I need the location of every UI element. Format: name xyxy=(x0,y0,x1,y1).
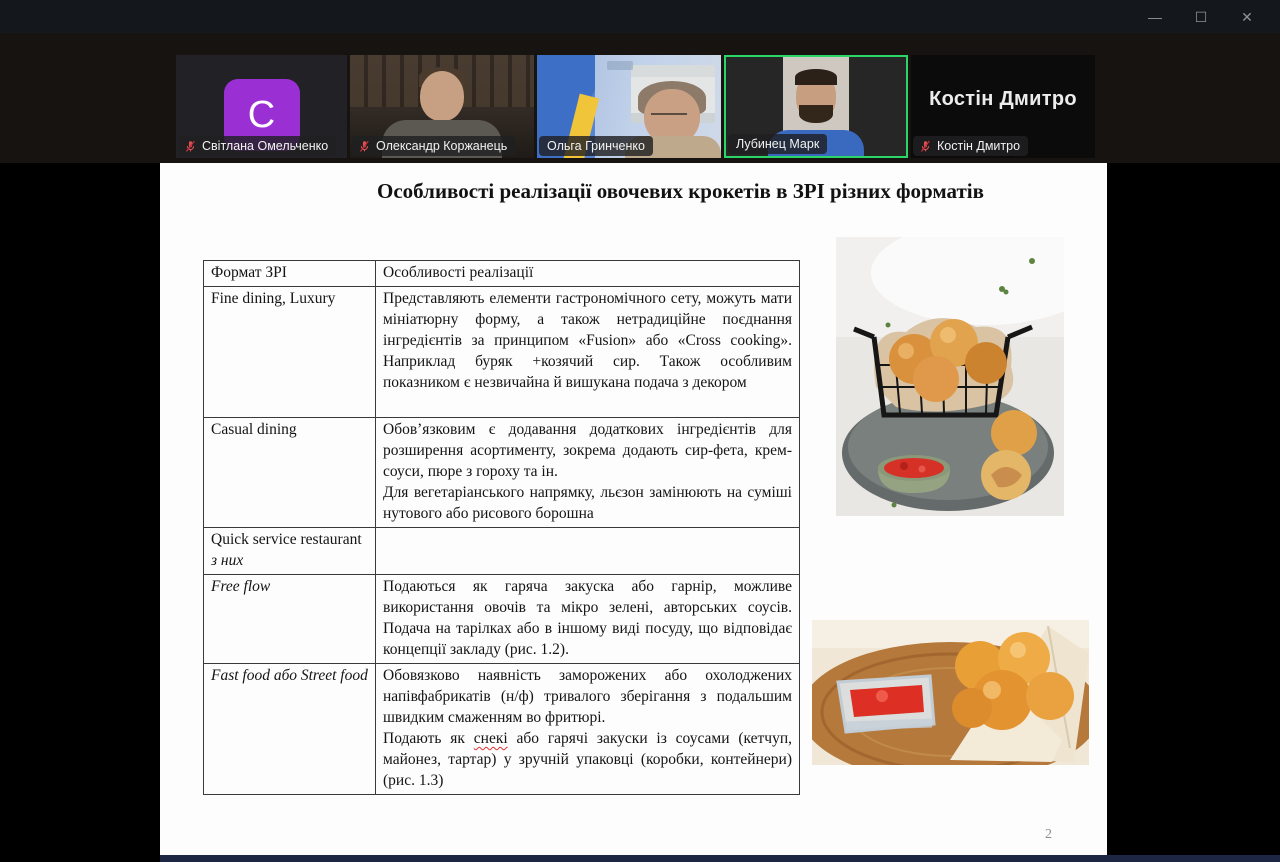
format-cell: Quick service restaurant з них xyxy=(204,528,376,575)
participant-tile-lubynets-active-speaker[interactable] xyxy=(724,55,908,158)
croquettes-paper-cone-photo xyxy=(812,620,1089,765)
formats-table xyxy=(203,260,800,795)
participant-name: Ольга Гринченко xyxy=(547,139,645,153)
participant-display-name: Костін Дмитро xyxy=(929,88,1077,110)
table-row xyxy=(204,287,800,418)
window-controls xyxy=(1132,0,1270,33)
video-gallery-strip xyxy=(0,33,1280,163)
participant-name: Олександр Коржанець xyxy=(376,139,508,153)
participant-name: Світлана Омельченко xyxy=(202,139,329,153)
format-cell: Casual dining xyxy=(204,418,376,528)
muted-mic-icon xyxy=(358,140,371,153)
croquettes-basket-photo xyxy=(836,237,1064,516)
document-title: Особливості реалізації овочевих крокетів в ЗРІ різних форматів xyxy=(377,179,984,203)
format-cell: Fine dining, Luxury xyxy=(204,287,376,418)
avatar-initial: C xyxy=(247,93,276,136)
muted-mic-icon xyxy=(184,140,197,153)
format-cell: Free flow xyxy=(204,575,376,664)
spellcheck-underlined-word: снекі xyxy=(473,730,508,747)
participant-tile-svitlana[interactable] xyxy=(176,55,347,158)
minimize-button[interactable]: — xyxy=(1148,8,1162,25)
participant-nameplate xyxy=(913,136,1028,156)
muted-mic-icon xyxy=(919,140,932,153)
taskbar-edge xyxy=(160,855,1280,862)
features-cell: Обовязково наявність заморожених або охолоджених напівфабрикатів (н/ф) тривалого зберігання з подальшим швидким смаженням во фритюрі. Подають як снекі або гарячі закуски із соусами (кетчуп, майонез, тартар) у зручній упаковці (коробки, контейнери) (рис. 1.3) xyxy=(376,664,800,795)
participant-nameplate xyxy=(728,134,827,154)
shared-document xyxy=(160,163,1107,855)
header-format: Формат ЗРІ xyxy=(204,261,376,287)
participant-tile-olha[interactable] xyxy=(537,55,721,158)
participant-name: Лубинец Марк xyxy=(736,137,820,151)
participant-nameplate xyxy=(352,136,515,156)
table-row xyxy=(204,528,800,575)
participant-tile-oleksandr[interactable] xyxy=(350,55,534,158)
table-row xyxy=(204,418,800,528)
table-row xyxy=(204,575,800,664)
window-titlebar xyxy=(0,0,1280,33)
features-cell: Представляють елементи гастрономічного сету, можуть мати мініатюрну форму, а також нетрадиційне поєднання інгредієнтів за принципом «Fusion» або «Cross cooking». Наприклад буряк +козячий сир. Також особливим показником є незвичайна й вишукана подача з декором xyxy=(376,287,800,418)
features-cell: Подаються як гаряча закуска або гарнір, можливе використання овочів та мікро зелені, авторських соусів. Подача на тарілках або в іншому виді посуду, що відповідає концепції закладу (рис. 1.2). xyxy=(376,575,800,664)
close-button[interactable]: ✕ xyxy=(1241,8,1253,25)
background-logo xyxy=(607,61,633,70)
table-header-row xyxy=(204,261,800,287)
page-number: 2 xyxy=(1045,827,1052,842)
features-cell xyxy=(376,528,800,575)
participant-nameplate xyxy=(178,136,336,156)
header-features: Особливості реалізації xyxy=(376,261,800,287)
maximize-button[interactable]: ☐ xyxy=(1194,8,1208,25)
participant-tile-kostin[interactable] xyxy=(911,55,1095,158)
participant-nameplate xyxy=(539,136,653,156)
table-row xyxy=(204,664,800,795)
features-cell: Обов’язковим є додавання додаткових інгредієнтів для розширення асортименту, зокрема додають сир-фета, крем-соуси, пюре з гороху та ін. Для вегетаріанського напрямку, льєзон замінюють на суміші нутового або рисового борошна xyxy=(376,418,800,528)
participant-name: Костін Дмитро xyxy=(937,139,1021,153)
format-cell: Fast food або Street food xyxy=(204,664,376,795)
